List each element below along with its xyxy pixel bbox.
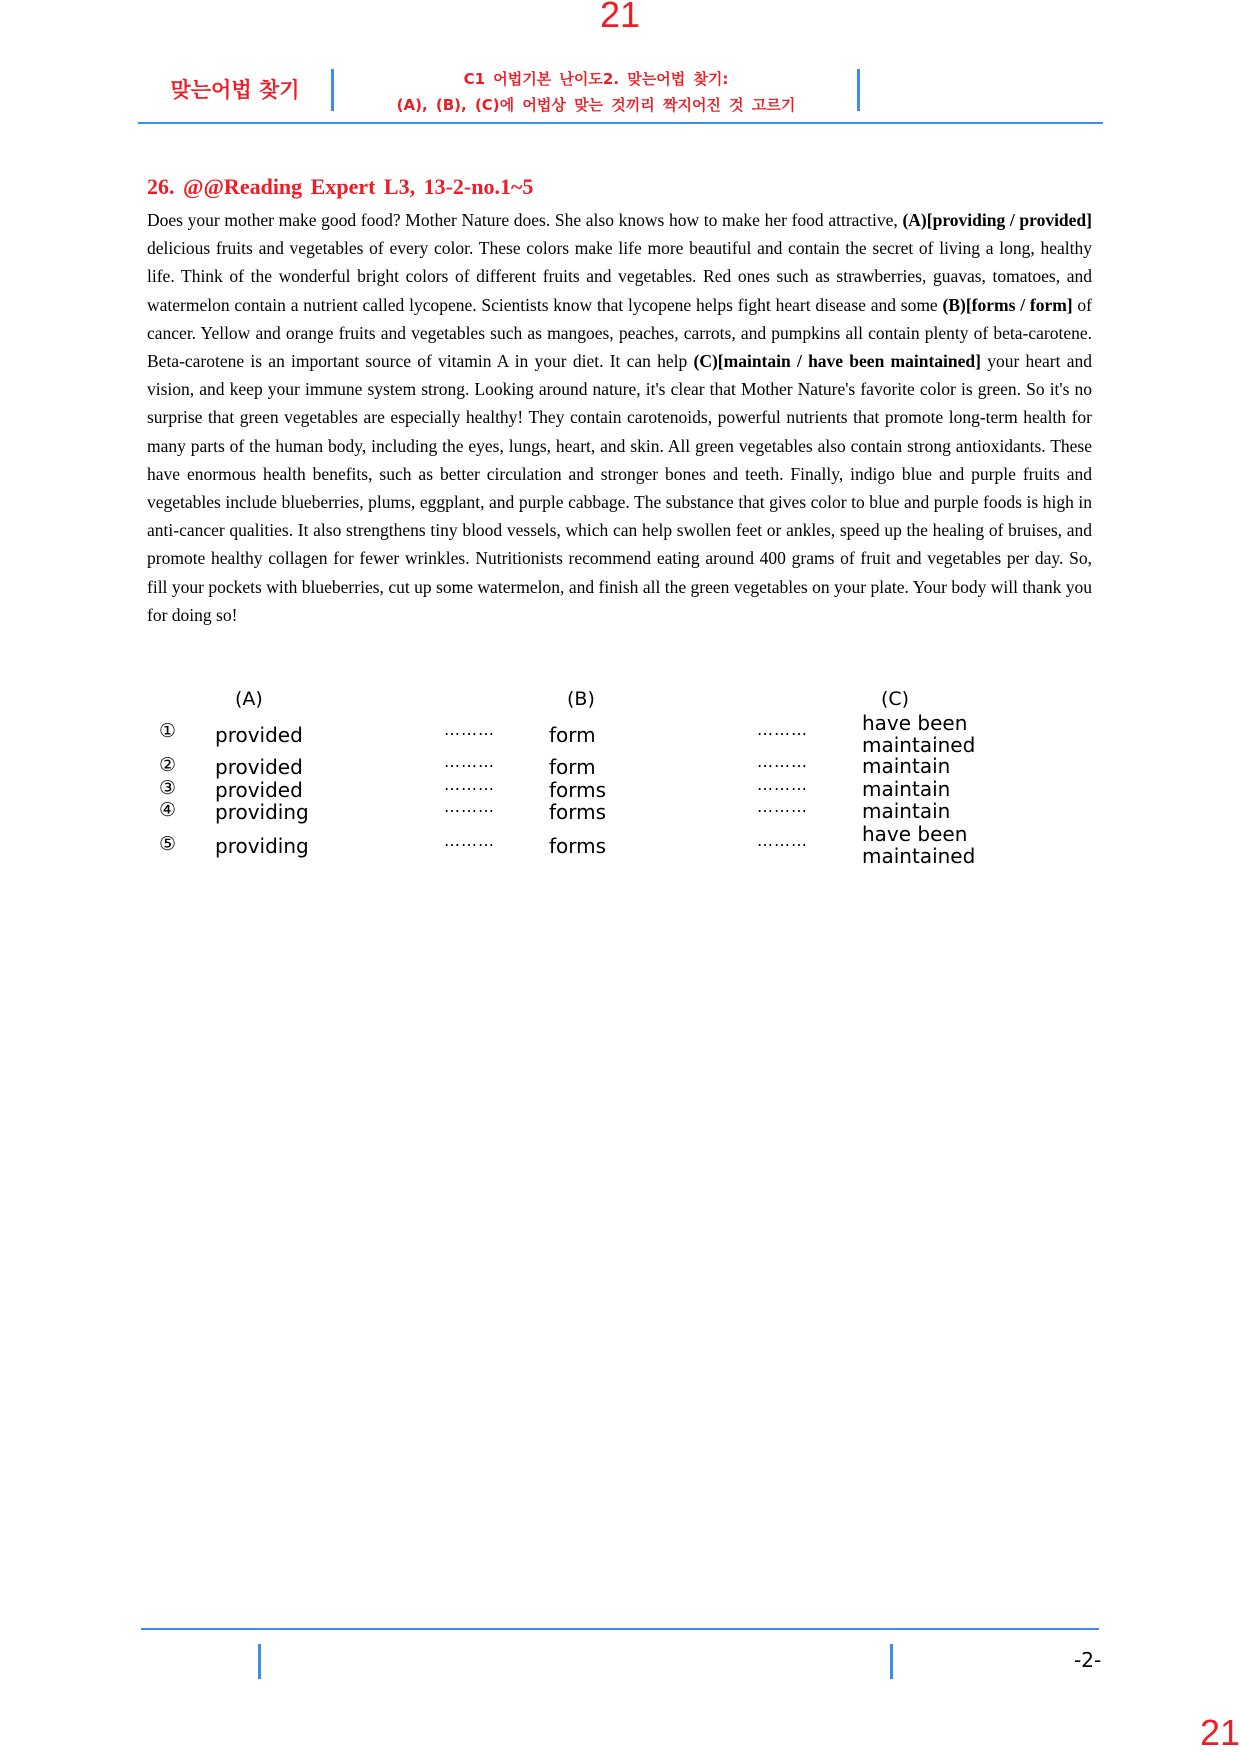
choice-c: maintain bbox=[862, 777, 951, 801]
choice-c bbox=[862, 712, 975, 756]
passage-text-3: of cancer. Yellow and orange fruits and vegetables such as mangoes, peaches, carrots, and pumpkins all contain plenty of beta-carotene. Beta-carotene is an important source of vitamin A in your diet. It can help bbox=[147, 294, 1093, 372]
choice-a: provided bbox=[215, 778, 303, 802]
header-subtitle bbox=[336, 66, 856, 118]
column-head-b: (B) bbox=[567, 688, 595, 710]
footer-rule bbox=[141, 1628, 1099, 1630]
page-number-corner: 21 bbox=[1199, 1712, 1240, 1753]
question-passage bbox=[147, 206, 1092, 629]
choice-a: providing bbox=[215, 800, 309, 824]
choice-b: forms bbox=[549, 834, 607, 858]
column-head-c: (C) bbox=[881, 688, 910, 710]
passage-text-4: your heart and vision, and keep your immune system strong. Looking around nature, it's clear that Mother Nature's favorite color is green. So it's no surprise that green vegetables are especially healthy! They contain carotenoids, powerful nutrients that promote long-term health for many parts of the human body, including the eyes, lungs, heart, and skin. All green vegetables also contain strong antioxidants. These have enormous health benefits, such as better circulation and stronger bones and teeth. Finally, indigo blue and purple fruits and vegetables include blueberries, plums, eggplant, and purple cabbage. The substance that gives color to blue and purple foods is high in anti-cancer qualities. It also strengthens tiny blood vessels, which can help swollen feet or ankles, speed up the healing of bruises, and promote healthy collagen for fewer wrinkles. Nutritionists recommend eating around 400 grams of fruit and vegetables per day. So, fill your pockets with blueberries, cut up some watermelon, and finish all the green vegetables on your plate. Your body will thank you for doing so! bbox=[147, 351, 1092, 625]
choice-c-line1: have been bbox=[862, 822, 968, 846]
choice-number: ② bbox=[159, 754, 177, 776]
passage-text-1: Does your mother make good food? Mother Nature does. She also knows how to make her food attractive, bbox=[147, 210, 903, 230]
passage-text-2: delicious fruits and vegetables of every color. These colors make life more beautiful and contain the secret of living a long, healthy life. Think of the wonderful bright colors of different fruits and vegetables. Red ones such as strawberries, guavas, tomatoes, and watermelon contain a nutrient called lycopene. Scientists know that lycopene helps fight heart disease and some bbox=[147, 238, 1092, 315]
choice-number: ① bbox=[159, 720, 177, 742]
choice-b: forms bbox=[549, 778, 607, 802]
blank-c: (C)[maintain / have been maintained] bbox=[693, 351, 981, 372]
choice-b: form bbox=[549, 723, 596, 747]
choice-c bbox=[862, 823, 975, 867]
header-subtitle-line1: C1 어법기본 난이도2. 맞는어법 찾기: bbox=[463, 70, 729, 88]
choice-dots: ……… bbox=[757, 775, 808, 794]
choice-dots: ……… bbox=[757, 752, 808, 771]
column-head-a: (A) bbox=[235, 688, 263, 710]
choice-a: providing bbox=[215, 834, 309, 858]
header-divider-left bbox=[331, 69, 334, 111]
choice-number: ③ bbox=[159, 777, 177, 799]
page-number-top: 21 bbox=[599, 0, 641, 35]
question-title: 26. @@Reading Expert L3, 13-2-no.1~5 bbox=[147, 174, 534, 199]
footer-divider-right bbox=[890, 1644, 893, 1679]
choice-dots: ……… bbox=[444, 797, 495, 816]
header-rule bbox=[138, 122, 1103, 124]
footer-divider-left bbox=[258, 1644, 261, 1679]
choice-number: ④ bbox=[159, 799, 177, 821]
choice-dots: ……… bbox=[444, 752, 495, 771]
choice-dots: ……… bbox=[757, 831, 808, 850]
choice-dots: ……… bbox=[757, 720, 808, 739]
choice-number: ⑤ bbox=[159, 833, 177, 855]
header-subtitle-line2: (A), (B), (C)에 어법상 맞는 것끼리 짝지어진 것 고르기 bbox=[396, 96, 796, 114]
choice-c-line2: maintained bbox=[862, 733, 976, 757]
choice-dots: ……… bbox=[444, 775, 495, 794]
choice-a: provided bbox=[215, 723, 303, 747]
choice-c-line2: maintained bbox=[862, 844, 976, 868]
choice-dots: ……… bbox=[444, 720, 495, 739]
blank-a: (A)[providing / provided] bbox=[902, 210, 1092, 230]
header-title: 맞는어법 찾기 bbox=[170, 78, 300, 102]
choice-dots: ……… bbox=[444, 831, 495, 850]
choice-c: maintain bbox=[862, 754, 951, 778]
choice-c: maintain bbox=[862, 799, 951, 823]
choice-c-line1: have been bbox=[862, 711, 968, 735]
choice-a: provided bbox=[215, 755, 303, 779]
choice-b: form bbox=[549, 755, 596, 779]
choice-b: forms bbox=[549, 800, 607, 824]
header-divider-right bbox=[857, 69, 860, 111]
footer-page-label: -2- bbox=[1074, 1648, 1102, 1672]
blank-b: (B)[forms / form] bbox=[942, 294, 1073, 315]
choice-dots: ……… bbox=[757, 797, 808, 816]
